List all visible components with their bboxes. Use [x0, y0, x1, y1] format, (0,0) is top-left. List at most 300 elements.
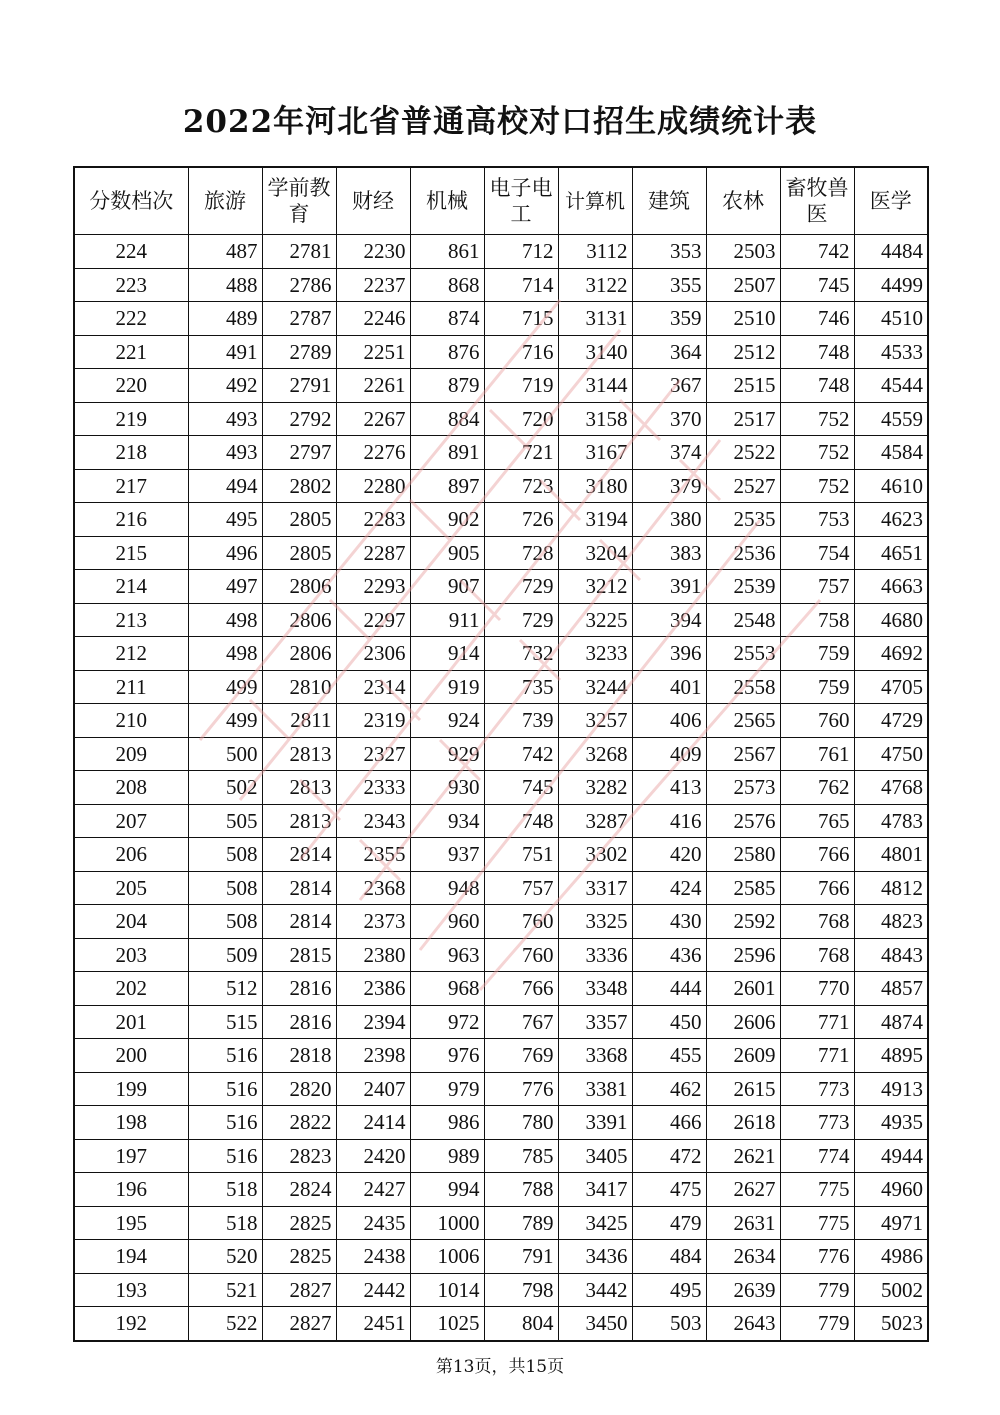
count-cell: 729 [484, 603, 558, 637]
column-header: 分数档次 [74, 167, 188, 235]
count-cell: 3144 [558, 369, 632, 403]
count-cell: 5023 [854, 1307, 928, 1341]
count-cell: 3317 [558, 871, 632, 905]
count-cell: 2813 [262, 771, 336, 805]
count-cell: 3391 [558, 1106, 632, 1140]
table-row [74, 335, 928, 369]
count-cell: 760 [484, 905, 558, 939]
count-cell: 752 [780, 402, 854, 436]
count-cell: 879 [410, 369, 484, 403]
count-cell: 934 [410, 804, 484, 838]
count-cell: 522 [188, 1307, 262, 1341]
count-cell: 721 [484, 436, 558, 470]
count-cell: 2627 [706, 1173, 780, 1207]
column-header: 建筑 [632, 167, 706, 235]
count-cell: 2536 [706, 536, 780, 570]
table-row [74, 268, 928, 302]
score-cell: 211 [74, 670, 188, 704]
table-row [74, 369, 928, 403]
count-cell: 2407 [336, 1072, 410, 1106]
score-cell: 216 [74, 503, 188, 537]
count-cell: 380 [632, 503, 706, 537]
count-cell: 2609 [706, 1039, 780, 1073]
table-row [74, 737, 928, 771]
count-cell: 3442 [558, 1273, 632, 1307]
count-cell: 508 [188, 871, 262, 905]
count-cell: 498 [188, 603, 262, 637]
count-cell: 3225 [558, 603, 632, 637]
count-cell: 804 [484, 1307, 558, 1341]
count-cell: 745 [484, 771, 558, 805]
count-cell: 4768 [854, 771, 928, 805]
count-cell: 775 [780, 1206, 854, 1240]
table-row [74, 1240, 928, 1274]
count-cell: 2631 [706, 1206, 780, 1240]
count-cell: 785 [484, 1139, 558, 1173]
count-cell: 2246 [336, 302, 410, 336]
count-cell: 4874 [854, 1005, 928, 1039]
count-cell: 2368 [336, 871, 410, 905]
count-cell: 2237 [336, 268, 410, 302]
count-cell: 508 [188, 838, 262, 872]
count-cell: 2823 [262, 1139, 336, 1173]
count-cell: 732 [484, 637, 558, 671]
count-cell: 495 [632, 1273, 706, 1307]
count-cell: 2786 [262, 268, 336, 302]
count-cell: 3233 [558, 637, 632, 671]
count-cell: 436 [632, 938, 706, 972]
count-cell: 2601 [706, 972, 780, 1006]
count-cell: 976 [410, 1039, 484, 1073]
count-cell: 2535 [706, 503, 780, 537]
count-cell: 776 [484, 1072, 558, 1106]
table-row [74, 1039, 928, 1073]
count-cell: 2816 [262, 1005, 336, 1039]
count-cell: 3417 [558, 1173, 632, 1207]
count-cell: 2805 [262, 503, 336, 537]
count-cell: 919 [410, 670, 484, 704]
count-cell: 773 [780, 1072, 854, 1106]
count-cell: 719 [484, 369, 558, 403]
count-cell: 2592 [706, 905, 780, 939]
score-cell: 201 [74, 1005, 188, 1039]
count-cell: 2567 [706, 737, 780, 771]
column-header: 农林 [706, 167, 780, 235]
count-cell: 4663 [854, 570, 928, 604]
count-cell: 914 [410, 637, 484, 671]
count-cell: 2251 [336, 335, 410, 369]
count-cell: 874 [410, 302, 484, 336]
count-cell: 2615 [706, 1072, 780, 1106]
count-cell: 757 [780, 570, 854, 604]
column-header: 机械 [410, 167, 484, 235]
count-cell: 776 [780, 1240, 854, 1274]
count-cell: 509 [188, 938, 262, 972]
count-cell: 3204 [558, 536, 632, 570]
count-cell: 499 [188, 704, 262, 738]
count-cell: 396 [632, 637, 706, 671]
count-cell: 2643 [706, 1307, 780, 1341]
count-cell: 2512 [706, 335, 780, 369]
count-cell: 2811 [262, 704, 336, 738]
count-cell: 2435 [336, 1206, 410, 1240]
count-cell: 771 [780, 1039, 854, 1073]
table-row [74, 972, 928, 1006]
count-cell: 2267 [336, 402, 410, 436]
count-cell: 3381 [558, 1072, 632, 1106]
count-cell: 948 [410, 871, 484, 905]
count-cell: 2380 [336, 938, 410, 972]
score-cell: 223 [74, 268, 188, 302]
count-cell: 2813 [262, 737, 336, 771]
score-cell: 204 [74, 905, 188, 939]
count-cell: 500 [188, 737, 262, 771]
table-body [74, 235, 928, 1341]
table-row [74, 536, 928, 570]
count-cell: 508 [188, 905, 262, 939]
count-cell: 489 [188, 302, 262, 336]
count-cell: 516 [188, 1039, 262, 1073]
page-footer: 第13页，共15页 [435, 1357, 565, 1377]
count-cell: 3122 [558, 268, 632, 302]
count-cell: 2230 [336, 235, 410, 269]
count-cell: 492 [188, 369, 262, 403]
score-cell: 214 [74, 570, 188, 604]
count-cell: 2287 [336, 536, 410, 570]
count-cell: 4935 [854, 1106, 928, 1140]
count-cell: 2527 [706, 469, 780, 503]
table-row [74, 503, 928, 537]
count-cell: 968 [410, 972, 484, 1006]
count-cell: 516 [188, 1072, 262, 1106]
score-cell: 220 [74, 369, 188, 403]
column-header: 电子电工 [484, 167, 558, 235]
table-row [74, 1273, 928, 1307]
count-cell: 759 [780, 637, 854, 671]
count-cell: 752 [780, 436, 854, 470]
count-cell: 493 [188, 436, 262, 470]
count-cell: 4610 [854, 469, 928, 503]
count-cell: 370 [632, 402, 706, 436]
count-cell: 2507 [706, 268, 780, 302]
count-cell: 495 [188, 503, 262, 537]
count-cell: 520 [188, 1240, 262, 1274]
count-cell: 518 [188, 1206, 262, 1240]
count-cell: 521 [188, 1273, 262, 1307]
count-cell: 902 [410, 503, 484, 537]
count-cell: 3244 [558, 670, 632, 704]
count-cell: 2802 [262, 469, 336, 503]
count-cell: 353 [632, 235, 706, 269]
score-cell: 207 [74, 804, 188, 838]
count-cell: 4971 [854, 1206, 928, 1240]
count-cell: 2806 [262, 570, 336, 604]
count-cell: 726 [484, 503, 558, 537]
score-cell: 196 [74, 1173, 188, 1207]
count-cell: 788 [484, 1173, 558, 1207]
count-cell: 2414 [336, 1106, 410, 1140]
score-cell: 193 [74, 1273, 188, 1307]
count-cell: 4823 [854, 905, 928, 939]
count-cell: 4960 [854, 1173, 928, 1207]
count-cell: 752 [780, 469, 854, 503]
count-cell: 979 [410, 1072, 484, 1106]
count-cell: 3167 [558, 436, 632, 470]
count-cell: 2503 [706, 235, 780, 269]
score-cell: 206 [74, 838, 188, 872]
count-cell: 986 [410, 1106, 484, 1140]
count-cell: 759 [780, 670, 854, 704]
table-row [74, 302, 928, 336]
count-cell: 518 [188, 1173, 262, 1207]
count-cell: 4484 [854, 235, 928, 269]
count-cell: 3180 [558, 469, 632, 503]
count-cell: 2515 [706, 369, 780, 403]
count-cell: 2386 [336, 972, 410, 1006]
count-cell: 497 [188, 570, 262, 604]
count-cell: 779 [780, 1307, 854, 1341]
table-row [74, 1106, 928, 1140]
count-cell: 757 [484, 871, 558, 905]
count-cell: 2825 [262, 1206, 336, 1240]
count-cell: 770 [780, 972, 854, 1006]
count-cell: 3112 [558, 235, 632, 269]
count-cell: 4944 [854, 1139, 928, 1173]
count-cell: 767 [484, 1005, 558, 1039]
score-cell: 224 [74, 235, 188, 269]
count-cell: 466 [632, 1106, 706, 1140]
count-cell: 2280 [336, 469, 410, 503]
count-cell: 768 [780, 938, 854, 972]
count-cell: 2438 [336, 1240, 410, 1274]
count-cell: 2818 [262, 1039, 336, 1073]
count-cell: 748 [780, 369, 854, 403]
count-cell: 2420 [336, 1139, 410, 1173]
count-cell: 383 [632, 536, 706, 570]
count-cell: 773 [780, 1106, 854, 1140]
count-cell: 3268 [558, 737, 632, 771]
count-cell: 868 [410, 268, 484, 302]
count-cell: 754 [780, 536, 854, 570]
count-cell: 2827 [262, 1273, 336, 1307]
count-cell: 1000 [410, 1206, 484, 1240]
count-cell: 516 [188, 1106, 262, 1140]
count-cell: 2806 [262, 637, 336, 671]
count-cell: 4559 [854, 402, 928, 436]
count-cell: 493 [188, 402, 262, 436]
count-cell: 937 [410, 838, 484, 872]
count-cell: 479 [632, 1206, 706, 1240]
count-cell: 2510 [706, 302, 780, 336]
score-cell: 219 [74, 402, 188, 436]
count-cell: 2355 [336, 838, 410, 872]
count-cell: 2618 [706, 1106, 780, 1140]
score-cell: 221 [74, 335, 188, 369]
count-cell: 2815 [262, 938, 336, 972]
count-cell: 444 [632, 972, 706, 1006]
count-cell: 963 [410, 938, 484, 972]
table-row [74, 804, 928, 838]
count-cell: 2553 [706, 637, 780, 671]
count-cell: 2806 [262, 603, 336, 637]
count-cell: 766 [780, 871, 854, 905]
count-cell: 789 [484, 1206, 558, 1240]
count-cell: 2781 [262, 235, 336, 269]
table-row [74, 704, 928, 738]
column-header: 学前教育 [262, 167, 336, 235]
count-cell: 2306 [336, 637, 410, 671]
count-cell: 728 [484, 536, 558, 570]
count-cell: 2327 [336, 737, 410, 771]
score-cell: 210 [74, 704, 188, 738]
count-cell: 911 [410, 603, 484, 637]
count-cell: 494 [188, 469, 262, 503]
count-cell: 416 [632, 804, 706, 838]
score-cell: 200 [74, 1039, 188, 1073]
count-cell: 891 [410, 436, 484, 470]
count-cell: 748 [484, 804, 558, 838]
count-cell: 4913 [854, 1072, 928, 1106]
count-cell: 761 [780, 737, 854, 771]
count-cell: 498 [188, 637, 262, 671]
score-cell: 192 [74, 1307, 188, 1341]
count-cell: 742 [780, 235, 854, 269]
count-cell: 907 [410, 570, 484, 604]
count-cell: 2814 [262, 838, 336, 872]
count-cell: 720 [484, 402, 558, 436]
score-cell: 202 [74, 972, 188, 1006]
count-cell: 769 [484, 1039, 558, 1073]
count-cell: 3357 [558, 1005, 632, 1039]
count-cell: 2276 [336, 436, 410, 470]
count-cell: 379 [632, 469, 706, 503]
count-cell: 491 [188, 335, 262, 369]
count-cell: 779 [780, 1273, 854, 1307]
count-cell: 897 [410, 469, 484, 503]
table-row [74, 1206, 928, 1240]
table-row [74, 402, 928, 436]
count-cell: 2792 [262, 402, 336, 436]
count-cell: 2789 [262, 335, 336, 369]
count-cell: 729 [484, 570, 558, 604]
count-cell: 2816 [262, 972, 336, 1006]
count-cell: 3131 [558, 302, 632, 336]
count-cell: 475 [632, 1173, 706, 1207]
score-table [73, 166, 929, 1342]
count-cell: 2565 [706, 704, 780, 738]
count-cell: 2805 [262, 536, 336, 570]
score-cell: 209 [74, 737, 188, 771]
count-cell: 409 [632, 737, 706, 771]
count-cell: 989 [410, 1139, 484, 1173]
count-cell: 516 [188, 1139, 262, 1173]
count-cell: 2585 [706, 871, 780, 905]
page-title: 2022年河北省普通高校对口招生成绩统计表 [182, 104, 818, 140]
count-cell: 2580 [706, 838, 780, 872]
count-cell: 712 [484, 235, 558, 269]
count-cell: 716 [484, 335, 558, 369]
count-cell: 4801 [854, 838, 928, 872]
count-cell: 4895 [854, 1039, 928, 1073]
count-cell: 735 [484, 670, 558, 704]
count-cell: 2576 [706, 804, 780, 838]
count-cell: 355 [632, 268, 706, 302]
count-cell: 2343 [336, 804, 410, 838]
count-cell: 3405 [558, 1139, 632, 1173]
count-cell: 4857 [854, 972, 928, 1006]
score-cell: 195 [74, 1206, 188, 1240]
count-cell: 994 [410, 1173, 484, 1207]
count-cell: 488 [188, 268, 262, 302]
count-cell: 2639 [706, 1273, 780, 1307]
count-cell: 2827 [262, 1307, 336, 1341]
count-cell: 4680 [854, 603, 928, 637]
count-cell: 791 [484, 1240, 558, 1274]
count-cell: 771 [780, 1005, 854, 1039]
count-cell: 3425 [558, 1206, 632, 1240]
count-cell: 2558 [706, 670, 780, 704]
count-cell: 929 [410, 737, 484, 771]
table-row [74, 871, 928, 905]
table-row [74, 938, 928, 972]
count-cell: 505 [188, 804, 262, 838]
count-cell: 4783 [854, 804, 928, 838]
count-cell: 884 [410, 402, 484, 436]
count-cell: 2824 [262, 1173, 336, 1207]
table-row [74, 1072, 928, 1106]
score-cell: 205 [74, 871, 188, 905]
count-cell: 780 [484, 1106, 558, 1140]
count-cell: 391 [632, 570, 706, 604]
table-header-row [74, 167, 928, 235]
count-cell: 2797 [262, 436, 336, 470]
count-cell: 2314 [336, 670, 410, 704]
count-cell: 401 [632, 670, 706, 704]
count-cell: 2822 [262, 1106, 336, 1140]
count-cell: 930 [410, 771, 484, 805]
column-header: 计算机 [558, 167, 632, 235]
score-cell: 212 [74, 637, 188, 671]
count-cell: 3282 [558, 771, 632, 805]
count-cell: 715 [484, 302, 558, 336]
column-header: 医学 [854, 167, 928, 235]
count-cell: 503 [632, 1307, 706, 1341]
count-cell: 3436 [558, 1240, 632, 1274]
count-cell: 499 [188, 670, 262, 704]
table-row [74, 235, 928, 269]
count-cell: 2787 [262, 302, 336, 336]
count-cell: 2319 [336, 704, 410, 738]
score-cell: 215 [74, 536, 188, 570]
count-cell: 774 [780, 1139, 854, 1173]
score-cell: 218 [74, 436, 188, 470]
count-cell: 3450 [558, 1307, 632, 1341]
count-cell: 3158 [558, 402, 632, 436]
count-cell: 2297 [336, 603, 410, 637]
count-cell: 4705 [854, 670, 928, 704]
count-cell: 2442 [336, 1273, 410, 1307]
table-row [74, 1139, 928, 1173]
table-row [74, 1173, 928, 1207]
column-header: 畜牧兽医 [780, 167, 854, 235]
count-cell: 2573 [706, 771, 780, 805]
count-cell: 745 [780, 268, 854, 302]
count-cell: 4750 [854, 737, 928, 771]
table-row [74, 670, 928, 704]
count-cell: 2333 [336, 771, 410, 805]
count-cell: 4692 [854, 637, 928, 671]
count-cell: 2373 [336, 905, 410, 939]
